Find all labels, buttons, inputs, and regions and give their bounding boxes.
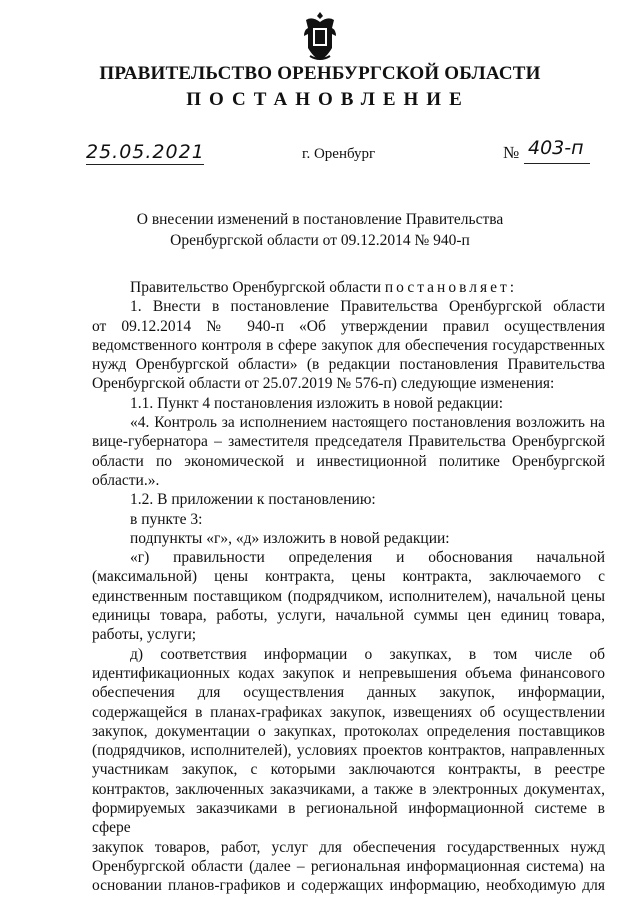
body-line: «г) правильности определения и обоснования начальной <box>130 549 605 567</box>
body-line: области.». <box>92 471 160 489</box>
body-line: ведомственного контроля в сфере закупок для обеспечения государственных <box>92 336 605 354</box>
body-line: вице-губернатора – заместителя председателя Правительства Оренбургской <box>92 433 605 451</box>
body-line: основании планов-графиков и содержащих информацию, необходимую для <box>92 877 605 895</box>
government-title: ПРАВИТЕЛЬСТВО ОРЕНБУРГСКОЙ ОБЛАСТИ <box>99 63 541 84</box>
subject-line: Оренбургской области от 09.12.2014 № 940-п <box>170 232 470 249</box>
body-line: работы, услуги; <box>92 626 197 644</box>
body-line: 1. Внести в постановление Правительства Оренбургской области <box>130 298 605 316</box>
document-number: 403-п <box>528 137 584 159</box>
body-line: 1.2. В приложении к постановлению: <box>130 491 376 509</box>
body-line: в пункте 3: <box>130 510 203 528</box>
body-line: области по экономической и инвестиционной политике Оренбургской <box>92 452 605 470</box>
body-line: (подрядчиков, исполнителей), условиях проектов контрактов, направленных <box>92 742 605 760</box>
intro-text: Правительство Оренбургской области <box>130 279 382 296</box>
document-date: 25.05.2021 <box>86 141 205 163</box>
body-line: закупок товаров, работ, услуг для обеспечения государственных нужд <box>92 838 605 856</box>
body-line: (максимальной) цены контракта, цены контракта, заключаемого с <box>92 568 605 586</box>
body-line: «4. Контроль за исполнением настоящего постановления возложить на <box>130 414 605 432</box>
document-subject <box>0 209 640 251</box>
body-line: контрактов, заключенных заказчиками, а также в электронных документах, <box>92 780 605 798</box>
body-line: участникам закупок, с которыми заключаются контракты, в реестре <box>92 761 605 779</box>
body-line: Оренбургской области (далее – региональная информационная система) на <box>92 857 605 875</box>
subject-line: О внесении изменений в постановление Правительства <box>136 211 504 228</box>
document-body <box>92 278 605 896</box>
coat-of-arms-icon <box>300 10 340 64</box>
body-line: единицы товара, работы, услуги, начальной суммы цен единиц товара, <box>92 607 605 625</box>
intro-verb: постановляет: <box>384 279 518 296</box>
body-line: единственным поставщиком (подрядчиком, исполнителем), начальной цены <box>92 587 605 605</box>
body-line: нужд Оренбургской области» (в редакции постановления Правительства <box>92 356 605 374</box>
body-line: обеспечения для осуществления данных закупок, информации, <box>92 684 605 702</box>
number-underline <box>524 163 590 164</box>
body-line: формируемых заказчиками в региональной информационной системе в сфере <box>92 800 605 837</box>
document-type: ПОСТАНОВЛЕНИЕ <box>186 89 470 110</box>
body-line: 1.1. Пункт 4 постановления изложить в новой редакции: <box>130 394 504 412</box>
body-line: подпункты «г», «д» изложить в новой редакции: <box>130 529 450 547</box>
date-underline <box>86 164 204 165</box>
document-city: г. Оренбург <box>302 146 376 162</box>
body-line: от 09.12.2014 № 940-п «Об утверждении правил осуществления <box>92 317 605 335</box>
body-line: закупок, документации о закупках, протоколах определения поставщиков <box>92 722 605 740</box>
body-line: д) соответствия информации о закупках, в том числе об <box>130 645 605 663</box>
number-label: № <box>503 143 520 162</box>
body-line: Оренбургской области от 25.07.2019 № 576-п) следующие изменения: <box>92 375 555 393</box>
body-line: идентификационных кодах закупок и непревышения объема финансового <box>92 664 605 682</box>
body-intro <box>92 278 605 297</box>
body-line: содержащейся в планах-графиках закупок, извещениях об осуществлении <box>92 703 605 721</box>
